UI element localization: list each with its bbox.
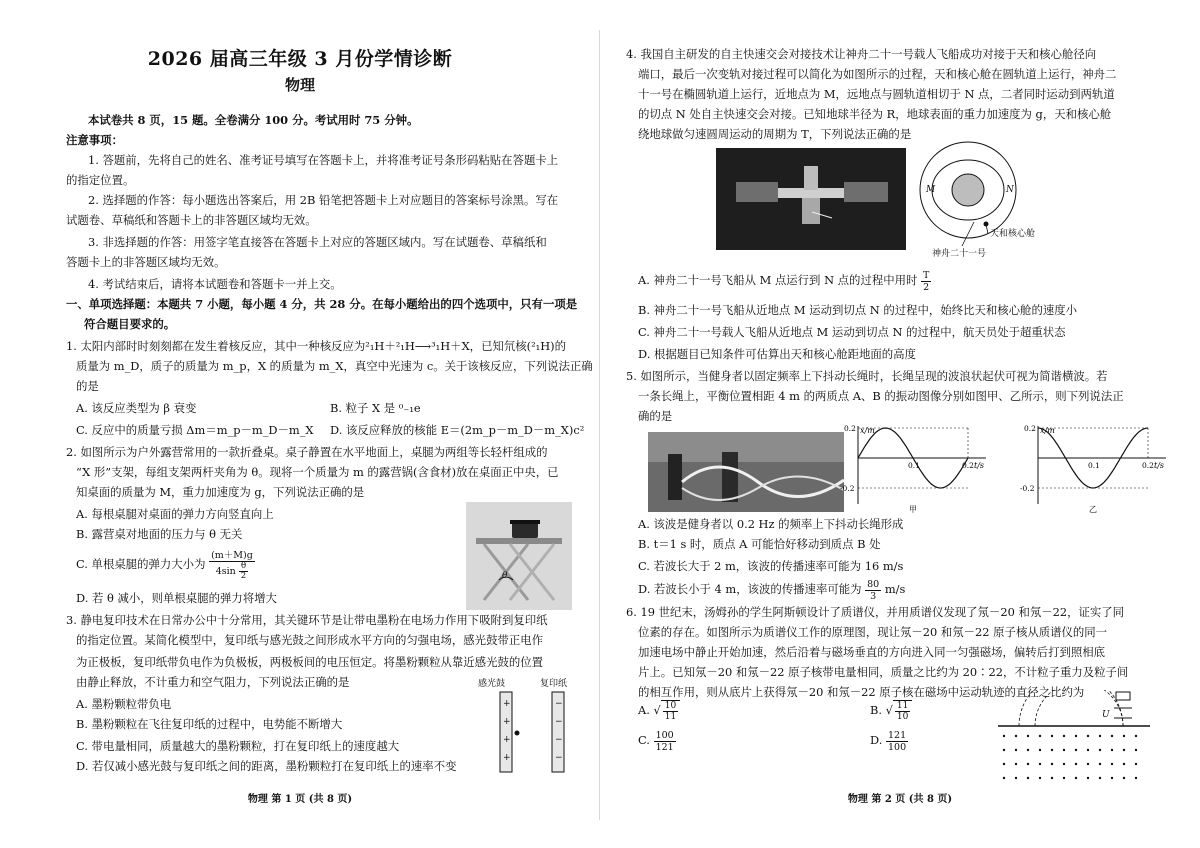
table-top <box>476 538 562 544</box>
y-tick-label: 0.2 <box>844 424 856 433</box>
ion-source <box>1116 692 1130 700</box>
q4-stem: 的切点 N 处自主快速交会对接。已知地球半径为 R，地球表面的重力加速度为 g，天和核心舱 <box>638 107 1112 121</box>
toner-particle <box>515 731 520 736</box>
vibration-graph-b <box>1020 424 1166 514</box>
notice-line: 1. 答题前，先将自己的姓名、准考证号填写在答题卡上，并将准考证号条形码粘贴在答题卡上 <box>88 153 559 167</box>
field-dot <box>1027 735 1029 737</box>
q6-option-c: C. $\frac{100}{121}$ <box>638 729 674 753</box>
plus-sign: + <box>503 753 511 763</box>
space-station-photo <box>716 148 906 250</box>
ion-path <box>1035 690 1123 726</box>
voltage-label: U <box>1102 710 1110 720</box>
field-dot <box>1075 777 1077 779</box>
minus-sign: − <box>555 753 563 763</box>
field-dot <box>1135 735 1137 737</box>
q2-option-b: B. 露营桌对地面的压力与 θ 无关 <box>76 527 243 541</box>
spacecraft <box>802 198 820 224</box>
field-dot <box>1051 777 1053 779</box>
x-tick-label: 0.1 <box>908 461 920 470</box>
pot-lid <box>510 520 540 524</box>
field-dot <box>1003 763 1005 765</box>
field-dot <box>1087 749 1089 751</box>
x-tick-label: 0.2 <box>1142 461 1154 470</box>
field-dot <box>1075 735 1077 737</box>
theta-label: θ <box>502 571 508 581</box>
plus-sign: + <box>503 717 511 727</box>
section-heading: 一、单项选择题：本题共 7 小题，每小题 4 分，共 28 分。在每小题给出的四个选项中，只有一项是 <box>66 297 578 311</box>
x-axis-label: t/s <box>974 461 985 470</box>
q3-option-a: A. 墨粉颗粒带负电 <box>76 697 172 711</box>
q6-stem: 6. 19 世纪末，汤姆孙的学生阿斯顿设计了质谱仪，并用质谱仪发现了氖－20 和氖－22，证实了同 <box>626 605 1125 619</box>
field-dot <box>1111 763 1113 765</box>
vibration-graphs <box>822 424 1194 514</box>
notice-line: 4. 考试结束后，请将本试题卷和答题卡一并上交。 <box>88 277 342 291</box>
field-dot <box>1075 763 1077 765</box>
mass-spectrometer-figure <box>998 690 1150 786</box>
q4-stem: 绕地球做匀速圆周运动的周期为 T，下列说法正确的是 <box>638 127 912 141</box>
label-m: M <box>926 185 936 195</box>
section-heading-cont: 符合题目要求的。 <box>84 317 176 331</box>
q6-stem: 加速电场中静止开始加速，然后沿着与磁场垂直的方向进入同一匀强磁场，偏转后打到照相底 <box>638 645 1106 659</box>
plus-sign: + <box>503 699 511 709</box>
y-tick-label: 0.2 <box>1024 424 1036 433</box>
graph-name: 甲 <box>909 505 917 514</box>
field-dot <box>1027 777 1029 779</box>
q4-stem: 十一号在椭圆轨道上运行，近地点为 M，远地点与圆轨道相切于 N 点，二者同时运动到两轨道 <box>638 87 1115 101</box>
q2-option-a: A. 每根桌腿对桌面的弹力方向竖直向上 <box>76 507 274 521</box>
station-module <box>804 166 818 190</box>
fraction: $\frac{100}{121}$ <box>655 729 674 753</box>
q2-option-c: C. 单根桌腿的弹力大小为 (m＋M)g 4sin $\frac{\theta}{2}$ <box>76 549 253 581</box>
q6-stem: 位素的存在。如图所示为质谱仪工作的原理图，现让氖－20 和氖－22 原子核从质谱仪的同一 <box>638 625 1108 639</box>
q6-stem: 片上。已知氖－20 和氖－22 原子核带电量相同，质量之比约为 20∶22，不计粒子重力及粒子间 <box>638 665 1129 679</box>
athlete <box>668 454 682 500</box>
q5-option-a: A. 该波是健身者以 0.2 Hz 的频率上下抖动长绳形成 <box>638 517 904 531</box>
orbit-diagram <box>914 138 1054 262</box>
field-dot <box>1063 749 1065 751</box>
page-footer: 物理 第 1 页 (共 8 页) <box>247 794 353 805</box>
field-dot <box>1051 749 1053 751</box>
plus-sign: + <box>503 735 511 745</box>
y-axis-label: x/m <box>860 426 875 435</box>
field-dot <box>1099 735 1101 737</box>
field-dot <box>1039 777 1041 779</box>
q3-stem: 为正极板，复印纸带负电作为负极板，两极板间的电压恒定。将墨粉颗粒从靠近感光鼓的位置 <box>76 655 544 669</box>
field-dot <box>1063 763 1065 765</box>
drum-label: 感光鼓 <box>478 679 506 689</box>
q4-stem: 端口，最后一次变轨对接过程可以简化为如图所示的过程，天和核心舱在圆轨道上运行，神舟二 <box>638 67 1117 81</box>
field-dot <box>1135 749 1137 751</box>
q3-stem: 由静止释放，不计重力和空气阻力，下列说法正确的是 <box>76 675 350 689</box>
q4-option-d: D. 根据题目已知条件可估算出天和核心舱距地面的高度 <box>638 347 916 361</box>
field-dot <box>1015 763 1017 765</box>
minus-sign: − <box>555 699 563 709</box>
field-dot <box>1111 735 1113 737</box>
field-dot <box>1111 749 1113 751</box>
field-dot <box>1135 763 1137 765</box>
field-dot <box>1039 763 1041 765</box>
q2-stem: 2. 如图所示为户外露营常用的一款折叠桌。桌子静置在水平地面上，桌腿为两组等长轻杆组成的 <box>66 445 548 459</box>
field-dot <box>1027 763 1029 765</box>
q1-option-c: C. 反应中的质量亏损 Δm＝m_p－m_D－m_X <box>76 423 314 437</box>
q5-option-c: C. 若波长大于 2 m，该波的传播速率可能为 16 m/s <box>638 559 904 573</box>
q6-option-d: D. $\frac{121}{100}$ <box>870 729 907 753</box>
paper-label: 复印纸 <box>540 679 568 689</box>
fraction: $\frac{T}{2}$ <box>923 269 930 293</box>
notice-title: 注意事项： <box>66 133 123 147</box>
q5-option-b: B. t＝1 s 时，质点 A 可能恰好移动到质点 B 处 <box>638 537 881 551</box>
exam-title: 2026 届高三年级 3 月份学情诊断 <box>147 48 453 70</box>
q3-stem: 3. 静电复印技术在日常办公中十分常用，其关键环节是让带电墨粉在电场力作用下吸附到复印纸 <box>66 613 548 627</box>
field-dot <box>1027 749 1029 751</box>
field-dot <box>1015 735 1017 737</box>
y-tick-label: -0.2 <box>1020 484 1035 493</box>
q2-stem: “X 形”支架，每组支架两杆夹角为 θ。现将一个质量为 m 的露营锅(含食材)放在桌面正中央，已 <box>76 465 559 479</box>
q3-stem: 的指定位置。某简化模型中，复印纸与感光鼓之间形成水平方向的匀强电场，感光鼓带正电作 <box>76 633 544 647</box>
field-dot <box>1015 777 1017 779</box>
field-dot <box>1039 735 1041 737</box>
minus-sign: − <box>555 717 563 727</box>
q2-stem: 知桌面的质量为 M，重力加速度为 g，下列说法正确的是 <box>76 485 365 499</box>
field-dot <box>1123 749 1125 751</box>
q1-option-d: D. 该反应释放的核能 E＝(2m_p－m_D－m_X)c² <box>330 423 585 437</box>
label-n: N <box>1006 185 1014 195</box>
field-dot <box>1087 735 1089 737</box>
q1-option-b: B. 粒子 X 是 ⁰₋₁e <box>330 401 421 415</box>
y-axis-label: x/m <box>1040 426 1055 435</box>
field-dot <box>1063 735 1065 737</box>
label-ship: 神舟二十一号 <box>932 249 987 259</box>
ion-path <box>1019 690 1123 726</box>
field-dot <box>1003 735 1005 737</box>
field-dot <box>1123 763 1125 765</box>
field-dot <box>1099 763 1101 765</box>
q4-option-c: C. 神舟二十一号载人飞船从近地点 M 运动到切点 N 的过程中，航天员处于超重状态 <box>638 325 1066 339</box>
field-dot <box>1123 735 1125 737</box>
field-dot <box>1003 777 1005 779</box>
athlete <box>722 452 738 502</box>
fraction: $\frac{121}{100}$ <box>887 729 907 753</box>
field-dot <box>1099 777 1101 779</box>
q6-stem: 的相互作用，则从底片上获得氖－20 和氖－22 原子核在磁场中运动轨迹的直径之比约为 <box>638 685 1085 699</box>
minus-sign: − <box>555 735 563 745</box>
q6-option-b: B. √ $\frac{11}{10}$ <box>870 694 912 726</box>
y-tick-label: -0.2 <box>840 484 855 493</box>
field-dot <box>1051 763 1053 765</box>
fraction: $\frac{80}{3}$ <box>867 578 880 602</box>
q5-stem: 一条长绳上，平衡位置相距 4 m 的两质点 A、B 的振动图像分别如图甲、乙所示，则下列说法正 <box>638 389 1124 403</box>
q3-option-c: C. 带电量相同，质量越大的墨粉颗粒，打在复印纸上的速度越大 <box>76 739 400 753</box>
rope-training-photo <box>648 432 844 512</box>
subject-title: 物理 <box>284 76 315 94</box>
q2-option-d: D. 若 θ 减小，则单根桌腿的弹力将增大 <box>76 591 277 605</box>
q4-option-a: A. 神舟二十一号飞船从 M 点运行到 N 点的过程中用时 $\frac{T}{2}$ <box>638 269 930 293</box>
field-dot <box>1099 749 1101 751</box>
graph-name: 乙 <box>1089 505 1097 514</box>
q4-option-b: B. 神舟二十一号飞船从近地点 M 运动到切点 N 的过程中，始终比天和核心舱的速度小 <box>638 303 1078 317</box>
notice-line: 试题卷、草稿纸和答题卡上的非答题区域均无效。 <box>66 213 317 227</box>
q2-c-fraction: (m＋M)g 4sin $\frac{\theta}{2}$ <box>211 549 253 581</box>
electrostatic-copier-figure <box>476 676 596 776</box>
field-dot <box>1087 777 1089 779</box>
solar-panel <box>736 182 778 202</box>
field-dot <box>1075 749 1077 751</box>
q5-stem: 5. 如图所示，当健身者以固定频率上下抖动长绳时，长绳呈现的波浪状起伏可视为简谐横波。若 <box>626 369 1108 383</box>
notice-line: 2. 选择题的作答：每小题选出答案后，用 2B 铅笔把答题卡上对应题目的答案标号涂黑。写在 <box>88 193 559 207</box>
q3-option-b: B. 墨粉颗粒在飞往复印纸的过程中，电势能不断增大 <box>76 717 343 731</box>
page-divider <box>599 30 600 820</box>
field-dot <box>1135 777 1137 779</box>
exam-intro: 本试卷共 8 页，15 题。全卷满分 100 分。考试用时 75 分钟。 <box>88 113 419 127</box>
q5-option-d: D. 若波长小于 4 m，该波的传播速率可能为 $\frac{80}{3}$ m/s <box>638 578 906 602</box>
x-tick-label: 0.1 <box>1088 461 1100 470</box>
q4-stem: 4. 我国自主研发的自主快速交会对接技术让神舟二十一号载人飞船成功对接于天和核心舱径向 <box>626 47 1097 61</box>
camping-pot <box>512 522 538 538</box>
q1-stem: 1. 太阳内部时时刻刻都在发生着核反应，其中一种核反应为²₁H＋²₁H⟶³₁H＋X，已知氘核(²₁H)的 <box>66 339 566 353</box>
field-dot <box>1039 749 1041 751</box>
q1-option-a: A. 该反应类型为 β 衰变 <box>76 401 197 415</box>
field-dot <box>1051 735 1053 737</box>
notice-line: 的指定位置。 <box>66 173 135 187</box>
x-axis-label: t/s <box>1154 461 1165 470</box>
field-dot <box>1003 749 1005 751</box>
solar-panel <box>844 182 888 202</box>
field-dot <box>1123 777 1125 779</box>
x-tick-label: 0.2 <box>962 461 974 470</box>
q1-stem: 质量为 m_D，质子的质量为 m_p，X 的质量为 m_X，真空中光速为 c。关于该核反应，下列说法正确 <box>76 359 593 373</box>
vibration-graph-a <box>840 424 986 514</box>
q3-option-d: D. 若仅减小感光鼓与复印纸之间的距离，墨粉颗粒打在复印纸上的速率不变 <box>76 759 457 773</box>
camping-table-figure <box>466 502 572 610</box>
label-station: 天和核心舱 <box>990 229 1036 239</box>
q5-stem: 确的是 <box>638 409 673 423</box>
magnetic-field-dots <box>1003 735 1137 779</box>
pointer-line <box>962 222 974 246</box>
notice-line: 答题卡上的非答题区域均无效。 <box>66 255 226 269</box>
earth <box>952 174 984 206</box>
page-footer: 物理 第 2 页 (共 8 页) <box>847 794 953 805</box>
field-dot <box>1015 749 1017 751</box>
field-dot <box>1111 777 1113 779</box>
field-dot <box>1063 777 1065 779</box>
notice-line: 3. 非选择题的作答：用签字笔直接答在答题卡上对应的答题区域内。写在试题卷、草稿纸和 <box>88 235 547 249</box>
q1-stem: 的是 <box>76 379 99 393</box>
q6-option-a: A. √ $\frac{10}{11}$ <box>638 694 680 726</box>
field-dot <box>1087 763 1089 765</box>
